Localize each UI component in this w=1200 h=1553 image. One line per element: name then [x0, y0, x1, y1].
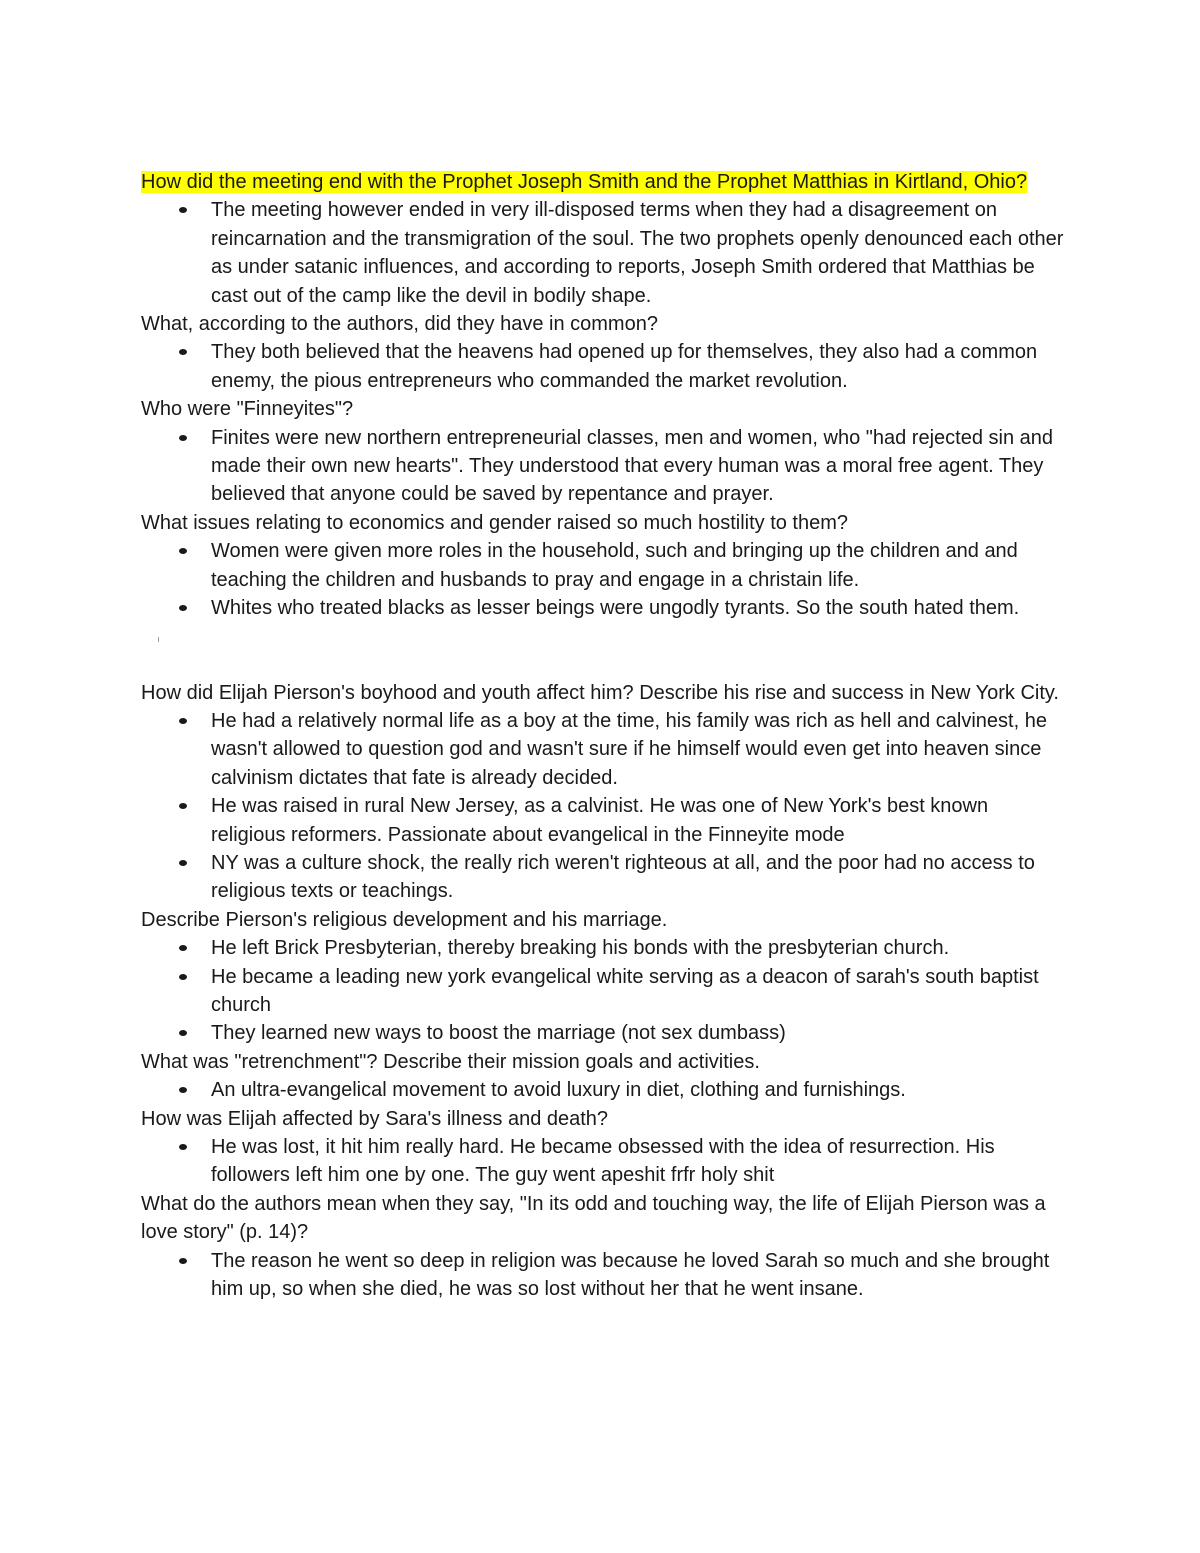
bullet-icon: [179, 548, 187, 554]
answer-list: [141, 707, 1066, 906]
qa-section: [141, 509, 1066, 623]
bullet-icon: [179, 860, 187, 866]
qa-section: [141, 395, 1066, 509]
bullet-icon: [179, 435, 187, 441]
question-text: Who were "Finneyites"?: [141, 398, 354, 421]
answer-list: [141, 1133, 1066, 1190]
question-text: [141, 168, 1066, 196]
question-text: What do the authors mean when they say, "In its odd and touching way, the life of Elijah Pierson was a love story" (p. 14)?: [141, 1192, 1046, 1244]
answer-item: [211, 792, 1066, 849]
qa-section: [141, 1190, 1066, 1304]
question-text: What issues relating to economics and gender raised so much hostility to them?: [141, 511, 849, 534]
answer-text: He became a leading new york evangelical white serving as a deacon of sarah's south baptist church: [211, 965, 1039, 1016]
answer-item: [211, 1133, 1066, 1190]
answer-text: He was raised in rural New Jersey, as a calvinist. He was one of New York's best known religious reformers. Passionate about evangelical in the Finneyite mode: [211, 795, 989, 846]
qa-section: [141, 679, 1066, 906]
answer-text: He had a relatively normal life as a boy at the time, his family was rich as hell and calvinest, he wasn't allowed to question god and wasn't sure if he himself would even get into heaven since calvinism dictates that fate is already decided.: [211, 709, 1047, 789]
answer-list: [141, 934, 1066, 1048]
bullet-icon: [179, 1258, 187, 1264]
qa-section: [141, 310, 1066, 395]
bullet-icon: [179, 349, 187, 355]
answer-item: [211, 849, 1066, 906]
answer-text: He was lost, it hit him really hard. He became obsessed with the idea of resurrection. His followers left him one by one. The guy went apeshit frfr holy shit: [211, 1136, 995, 1187]
bullet-icon: [179, 718, 187, 724]
bullet-icon: [179, 1030, 187, 1036]
answer-text: NY was a culture shock, the really rich weren't righteous at all, and the poor had no access to religious texts or teachings.: [211, 851, 1035, 903]
bullet-icon: [179, 605, 187, 611]
answer-item: [211, 594, 1066, 622]
blank-line-gap: [141, 623, 1066, 679]
qa-section: [141, 168, 1066, 310]
answer-text: An ultra-evangelical movement to avoid luxury in diet, clothing and furnishings.: [211, 1079, 906, 1102]
bullet-icon: [179, 974, 187, 980]
answer-text: Whites who treated blacks as lesser beings were ungodly tyrants. So the south hated them.: [211, 597, 1020, 620]
answer-list: [141, 1247, 1066, 1304]
answer-text: Finites were new northern entrepreneurial classes, men and women, who "had rejected sin and made their own new hearts". They understood that every human was a moral free agent. They believed that anyone could be saved by repentance and prayer.: [211, 426, 1054, 506]
answer-list: [141, 338, 1066, 395]
bullet-icon: [179, 945, 187, 951]
answer-item: [211, 707, 1066, 792]
answer-list: [141, 1076, 1066, 1104]
bullet-icon: [179, 1144, 187, 1150]
question-text: What, according to the authors, did they have in common?: [141, 313, 658, 336]
question-text: Describe Pierson's religious development and his marriage.: [141, 908, 668, 931]
answer-text: They learned new ways to boost the marriage (not sex dumbass): [211, 1022, 786, 1045]
bullet-icon: [179, 1087, 187, 1093]
document-body: [141, 168, 1066, 1303]
bullet-icon: [179, 803, 187, 809]
answer-list: [141, 196, 1066, 310]
answer-text: Women were given more roles in the household, such and bringing up the children and and teaching the children and husbands to pray and engage in a christain life.: [211, 540, 1018, 591]
answer-item: [211, 338, 1066, 395]
answer-item: [211, 196, 1066, 310]
answer-list: [141, 424, 1066, 509]
answer-item: [211, 1247, 1066, 1304]
answer-item: [211, 1019, 1066, 1047]
answer-text: He left Brick Presbyterian, thereby breaking his bonds with the presbyterian church.: [211, 937, 950, 960]
question-text: How was Elijah affected by Sara's illness and death?: [141, 1107, 609, 1130]
qa-section: [141, 1048, 1066, 1105]
answer-item: [211, 424, 1066, 509]
answer-list: [141, 537, 1066, 622]
answer-item: [211, 963, 1066, 1020]
question-text: How did Elijah Pierson's boyhood and youth affect him? Describe his rise and success in New York City.: [141, 681, 1059, 704]
question-text: What was "retrenchment"? Describe their mission goals and activities.: [141, 1050, 760, 1073]
answer-text: The meeting however ended in very ill-disposed terms when they had a disagreement on reincarnation and the transmigration of the soul. The two prophets openly denounced each other as under satanic influences, and according to reports, Joseph Smith ordered that Matthias be cast out of the camp like the devil in bodily shape.: [211, 199, 1064, 307]
answer-item: [211, 934, 1066, 962]
stray-mark: [158, 637, 159, 642]
qa-section: [141, 1105, 1066, 1190]
highlighted-question: How did the meeting end with the Prophet Joseph Smith and the Prophet Matthias in Kirtland, Ohio?: [141, 171, 1028, 193]
answer-text: They both believed that the heavens had opened up for themselves, they also had a common enemy, the pious entrepreneurs who commanded the market revolution.: [211, 341, 1038, 392]
answer-item: [211, 1076, 1066, 1104]
qa-section: [141, 906, 1066, 1048]
answer-item: [211, 537, 1066, 594]
answer-text: The reason he went so deep in religion was because he loved Sarah so much and she brought him up, so when she died, he was so lost without her that he went insane.: [211, 1249, 1050, 1301]
bullet-icon: [179, 207, 187, 213]
